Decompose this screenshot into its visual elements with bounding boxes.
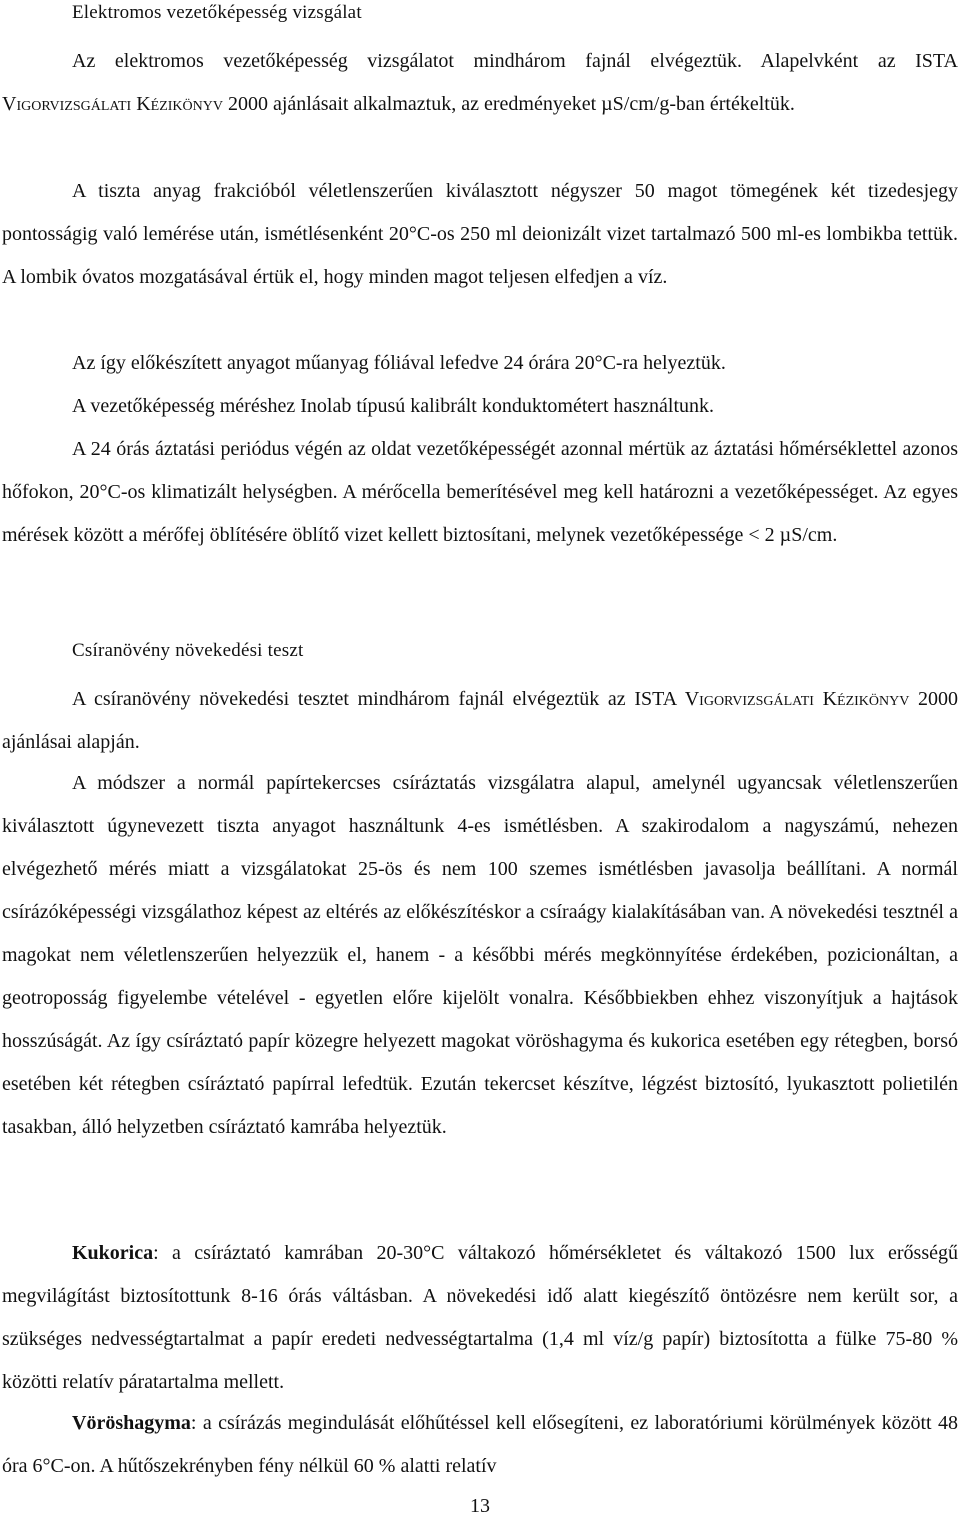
section-heading-seedling: Csíranövény növekedési teszt — [72, 640, 304, 661]
text-run: A csíranövény növekedési tesztet mindhárom fajnál elvégeztük az ISTA — [72, 688, 685, 710]
text-run: : a csíráztató kamrában 20-30°C váltakozó hőmérsékletet és váltakozó 1500 lux erősségű megvilágítást biztosítottunk 8-16 órás váltásban. A növekedési idő alatt kiegészítő öntözésre nem került sor, a szükséges nedvességtartalmat a papír eredeti nedvességtartalma (1,4 ml víz/g papír) biztosította a fülke 75-80 % közötti relatív páratartalma mellett. — [2, 1242, 958, 1393]
species-label: Kukorica — [72, 1242, 154, 1264]
seedling-paragraph-1 — [2, 678, 958, 764]
conductivity-paragraph-4: A vezetőképesség méréshez Inolab típusú kalibrált konduktométert használtunk. — [72, 395, 715, 417]
conductivity-paragraph-3: Az így előkészített anyagot műanyag fóliával lefedve 24 órára 20°C-ra helyeztük. — [72, 352, 726, 374]
page-number: 13 — [470, 1495, 490, 1517]
seedling-paragraph-kukorica — [2, 1232, 958, 1404]
section-heading-conductivity: Elektromos vezetőképesség vizsgálat — [72, 2, 362, 23]
conductivity-paragraph-5: A 24 órás áztatási periódus végén az oldat vezetőképességét azonnal mértük az áztatási hőmérséklettel azonos hőfokon, 20°C-os klimatizált helységben. A mérőcella bemerítésével meg kell határozni a vezetőképességet. Az egyes mérések között a mérőfej öblítésére öblítő vizet kellett biztosítani, melynek vezetőképessége < 2 µS/cm. — [2, 438, 958, 546]
manual-title: Vigorvizsgálati Kézikönyv — [2, 93, 223, 115]
text-run: 2000 ajánlásai alapján. — [2, 688, 959, 753]
text-run: : a csírázás megindulását előhűtéssel kell elősegíteni, ez laboratóriumi körülmények között 48 óra 6°C-on. A hűtőszekrényben fény nélkül 60 % alatti relatív — [2, 1412, 958, 1477]
species-label: Vöröshagyma — [72, 1412, 191, 1434]
conductivity-paragraph-2: A tiszta anyag frakcióból véletlenszerűen kiválasztott négyszer 50 magot tömegének két tizedesjegy pontosságig való lemérése után, ismétlésenként 20°C-os 250 ml deionizált vizet tartalmazó 500 ml-es lombikba tettük. A lombik óvatos mozgatásával értük el, hogy minden magot teljesen elfedjen a víz. — [2, 180, 958, 288]
text-run: Az elektromos vezetőképesség vizsgálatot mindhárom fajnál elvégeztük. Alapelvként az ISTA — [72, 50, 958, 72]
manual-title: Vigorvizsgálati Kézikönyv — [684, 688, 910, 710]
conductivity-paragraph-1 — [2, 40, 958, 126]
seedling-paragraph-2: A módszer a normál papírtekercses csíráztatás vizsgálatra alapul, amelynél ugyancsak véletlenszerűen kiválasztott úgynevezett tiszta anyagot használtunk 4-es ismétlésben. A szakirodalom a nagyszámú, nehezen elvégezhető mérés miatt a vizsgálatokat 25-ös és nem 100 szemes ismétlésben javasolja beállítani. A normál csírázóképességi vizsgálathoz képest az eltérés az előkészítéskor a csíraágy kialakításában van. A növekedési tesztnél a magokat nem véletlenszerűen helyezzük el, hanem - a későbbi mérés megkönnyítése érdekében, pozicionáltan, a geotroposság figyelembe vételével - egyetlen előre kijelölt vonalra. Későbbiekben ehhez viszonyítjuk a hajtások hosszúságát. Az így csíráztató papír közegre helyezett magokat vöröshagyma és kukorica esetében egy rétegben, borsó esetében két rétegben csíráztató papírral lefedtük. Ezután tekercset készítve, légzést biztosító, lyukasztott polietilén tasakban, álló helyzetben csíráztató kamrába helyeztük. — [2, 772, 958, 1138]
seedling-paragraph-voroshagyma — [2, 1402, 958, 1488]
text-run: 2000 ajánlásait alkalmaztuk, az eredményeket µS/cm/g-ban értékeltük. — [222, 93, 795, 115]
